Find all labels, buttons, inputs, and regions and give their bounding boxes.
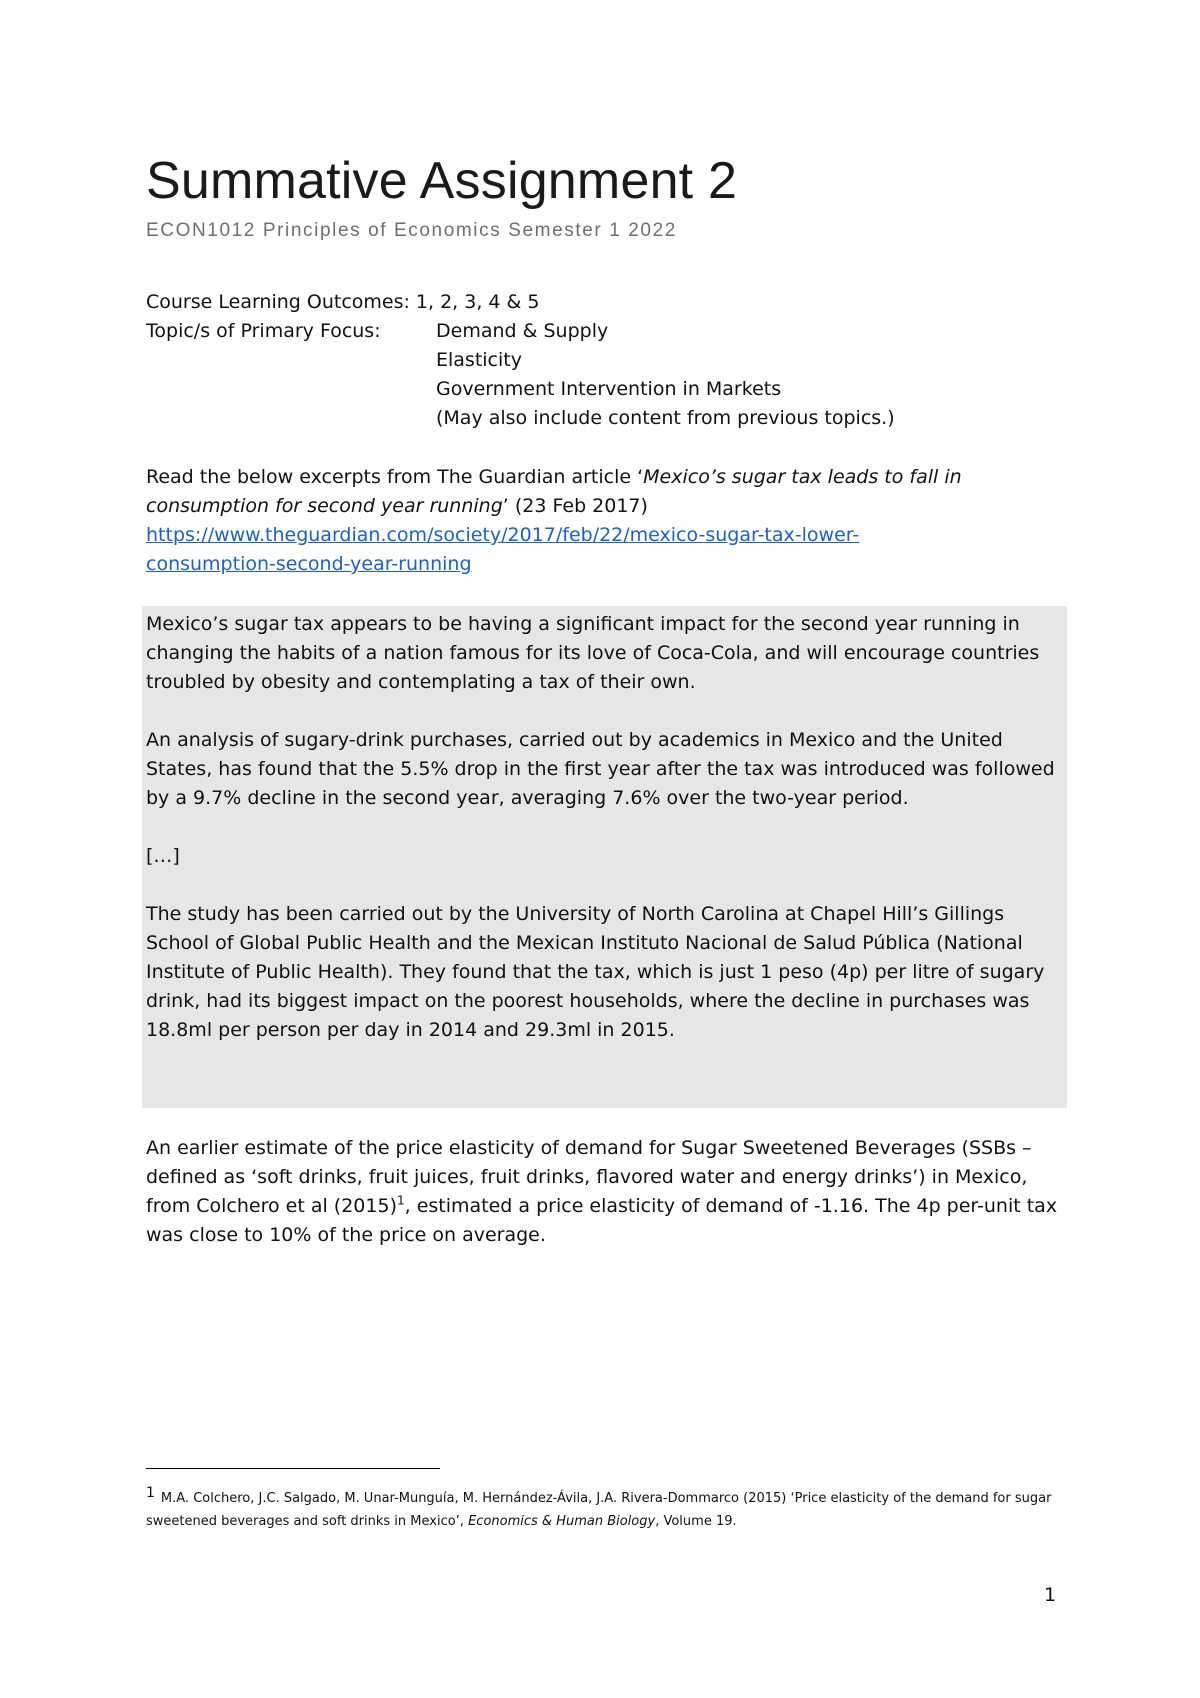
footnote-text-before: M.A. Colchero, J.C. Salgado, M. Unar-Munguía, M. Hernández-Ávila, J.A. Rivera-Dommarco (2015) ‘Price elasticity of the demand for sugar sweetened beverages and soft drinks in Mexico’, [146, 1491, 1052, 1529]
excerpt-paragraph: The study has been carried out by the University of North Carolina at Chapel Hill’s Gillings School of Global Public Health and the Mexican Instituto Nacional de Salud Pública (National Institute of Public Health). They found that the tax, which is just 1 peso (4p) per litre of sugary drink, had its biggest impact on the poorest households, where the decline in purchases was 18.8ml per person per day in 2014 and 29.3ml in 2015. [146, 903, 1045, 1041]
course-subtitle: ECON1012 Principles of Economics Semester 1 2022 [146, 220, 677, 241]
footnote [146, 1482, 1066, 1533]
outcomes-value: 1, 2, 3, 4 & 5 [415, 291, 540, 313]
article-link-line-1[interactable]: https://www.theguardian.com/society/2017/feb/22/mexico-sugar-tax-lower- [146, 524, 860, 546]
topics-list [436, 317, 895, 433]
topics-label: Topic/s of Primary Focus: [146, 320, 381, 342]
footnote-divider [146, 1468, 440, 1469]
article-excerpt [142, 606, 1067, 1108]
topic-item: (May also include content from previous topics.) [436, 407, 895, 429]
page-title: Summative Assignment 2 [146, 152, 738, 210]
topic-item: Elasticity [436, 349, 522, 371]
intro-date: ’ (23 Feb 2017) [502, 495, 648, 517]
article-link-line-2[interactable]: consumption-second-year-running [146, 553, 472, 575]
course-meta [146, 288, 895, 433]
elasticity-text-before: An earlier estimate of the price elasticity of demand for Sugar Sweetened Beverages (SSBs – defined as ‘soft drinks, fruit juices, fruit drinks, flavored water and energy drinks’) in Mexico, from Colchero et al (2015) [146, 1137, 1032, 1217]
footnote-journal: Economics & Human Biology [468, 1514, 656, 1529]
excerpt-paragraph: An analysis of sugary-drink purchases, carried out by academics in Mexico and the United States, has found that the 5.5% drop in the first year after the tax was introduced was followed by a 9.7% decline in the second year, averaging 7.6% over the two-year period. [146, 729, 1055, 809]
footnote-mark: 1 [146, 1485, 155, 1501]
elasticity-text-after: , estimated a price elasticity of demand of -1.16. The 4p per-unit tax was close to 10% of the price on average. [146, 1195, 1058, 1246]
topics-row [146, 317, 895, 433]
outcomes-label: Course Learning Outcomes: [146, 291, 410, 313]
excerpt-ellipsis: […] [146, 845, 180, 867]
article-title: Mexico’s sugar tax leads to fall in consumption for second year running [146, 466, 962, 517]
intro-paragraph [146, 463, 1066, 579]
footnote-reference[interactable]: 1 [396, 1193, 405, 1208]
intro-lead: Read the below excerpts from The Guardian article ‘ [146, 466, 644, 488]
page-number: 1 [1044, 1584, 1057, 1606]
topic-item: Government Intervention in Markets [436, 378, 782, 400]
footnote-text-after: , Volume 19. [655, 1514, 737, 1529]
topic-item: Demand & Supply [436, 320, 609, 342]
excerpt-paragraph: Mexico’s sugar tax appears to be having a significant impact for the second year running in changing the habits of a nation famous for its love of Coca-Cola, and will encourage countries troubled by obesity and contemplating a tax of their own. [146, 613, 1040, 693]
outcomes-row [146, 288, 895, 317]
elasticity-paragraph [146, 1134, 1066, 1250]
